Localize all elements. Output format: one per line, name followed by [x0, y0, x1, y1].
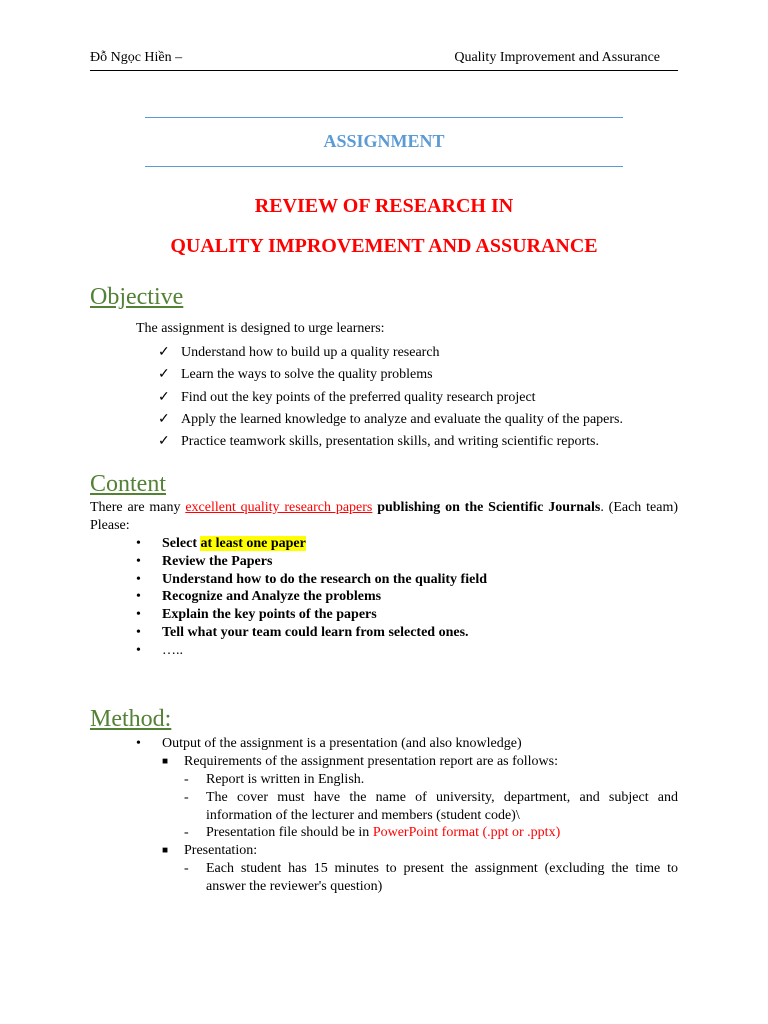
bullet-icon: •: [136, 553, 141, 569]
check-icon: ✓: [158, 345, 170, 360]
bullet-icon: •: [136, 607, 141, 623]
check-icon: ✓: [158, 434, 170, 450]
list-item: • Explain the key points of the papers: [136, 607, 377, 623]
objective-intro: The assignment is designed to urge learners:: [136, 321, 385, 336]
dash-icon: -: [184, 825, 189, 840]
list-item: ✓ Find out the key points of the preferred quality research project: [158, 387, 623, 409]
check-icon: ✓: [158, 389, 170, 405]
list-item: • Understand how to do the research on the quality field: [136, 571, 488, 587]
dash-icon: -: [184, 772, 189, 787]
header-author: Đỗ Ngọc Hiền –: [90, 50, 183, 65]
bullet-icon: •: [136, 536, 141, 551]
method-presentation: Presentation:: [184, 843, 258, 858]
list-item: ✓ Apply the learned knowledge to analyze and evaluate the quality of the papers.: [158, 409, 623, 431]
check-icon: ✓: [158, 367, 170, 383]
page-header: [90, 50, 678, 71]
list-item: • Recognize and Analyze the problems: [136, 589, 382, 605]
list-item: ✓ Practice teamwork skills, presentation skills, and writing scientific reports.: [158, 431, 623, 453]
method-heading: Method:: [90, 706, 172, 732]
bullet-icon: •: [136, 589, 141, 605]
content-paragraph: There are many excellent quality research papers publishing on the Scientific Journals. (Each team) Please:: [90, 500, 679, 533]
bullet-icon: •: [136, 571, 141, 587]
bottom-divider: [145, 166, 623, 167]
square-bullet-icon: ■: [162, 845, 169, 856]
list-item: • …..: [136, 642, 183, 658]
papers-link[interactable]: excellent quality research papers: [185, 500, 373, 515]
method-file: Presentation file should be in PowerPoint format (.ppt or .pptx): [206, 825, 561, 840]
dash-icon: -: [184, 790, 189, 805]
method-requirements: Requirements of the assignment presentation report are as follows:: [184, 754, 559, 769]
objective-heading: Objective: [90, 284, 184, 310]
content-list: [136, 535, 487, 660]
header-course: Quality Improvement and Assurance: [454, 50, 660, 65]
square-bullet-icon: ■: [162, 756, 169, 767]
top-divider: [145, 117, 623, 118]
bullet-icon: •: [136, 736, 141, 751]
highlighted-text: at least one paper: [200, 536, 306, 551]
content-heading: Content: [90, 471, 166, 497]
method-cover: The cover must have the name of university, department, and subject and information of the lecturer and members (student code)\: [206, 790, 678, 823]
method-each-student: Each student has 15 minutes to present the assignment (excluding the time to answer the reviewer's question): [206, 861, 678, 894]
bullet-icon: •: [136, 624, 141, 640]
list-item: ✓ Understand how to build up a quality research: [158, 342, 623, 364]
assignment-label: ASSIGNMENT: [323, 131, 445, 151]
bullet-icon: •: [136, 642, 141, 658]
list-item: ✓ Learn the ways to solve the quality problems: [158, 364, 623, 386]
objective-list: [158, 342, 623, 453]
title-line-1: REVIEW OF RESEARCH IN: [254, 195, 514, 217]
list-item: • Select at least one paper: [136, 536, 306, 551]
dash-icon: -: [184, 861, 189, 876]
check-icon: ✓: [158, 411, 170, 427]
file-format: PowerPoint format (.ppt or .pptx): [372, 825, 561, 840]
title-line-2: QUALITY IMPROVEMENT AND ASSURANCE: [170, 235, 598, 257]
method-report-lang: Report is written in English.: [206, 772, 365, 787]
method-output: Output of the assignment is a presentation (and also knowledge): [162, 736, 522, 751]
list-item: • Tell what your team could learn from selected ones.: [136, 624, 469, 640]
list-item: • Review the Papers: [136, 553, 273, 569]
